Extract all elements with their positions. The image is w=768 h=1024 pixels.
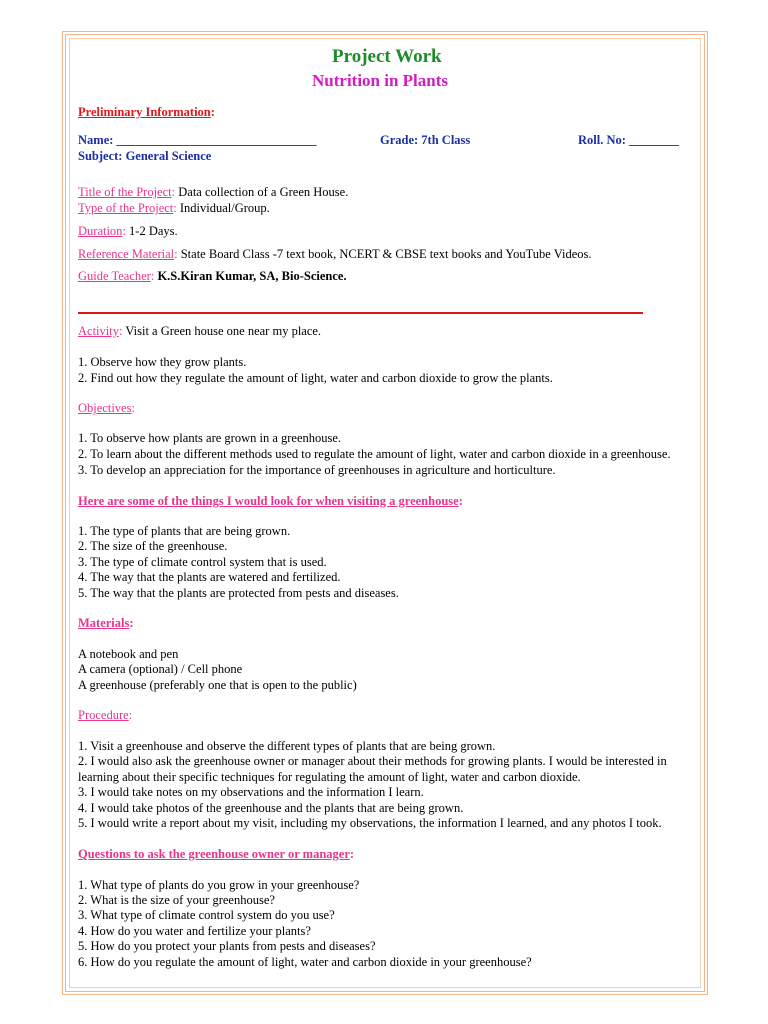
list-item: 5. How do you protect your plants from pests and diseases? — [78, 939, 376, 953]
page-title: Project Work — [332, 46, 442, 67]
duration-line: Duration: 1-2 Days. — [78, 224, 178, 238]
list-item: 4. How do you water and fertilize your plants? — [78, 924, 311, 938]
list-item: 5. I would write a report about my visit, including my observations, the information I learned, and any photos I took. — [78, 816, 662, 830]
guide-teacher-line: Guide Teacher: K.S.Kiran Kumar, SA, Bio-Science. — [78, 269, 347, 283]
list-item: 1. To observe how plants are grown in a greenhouse. — [78, 431, 342, 445]
list-item: 1. What type of plants do you grow in your greenhouse? — [78, 878, 360, 892]
materials-heading: Materials: — [78, 616, 134, 630]
list-item: 2. Find out how they regulate the amount of light, water and carbon dioxide to grow the plants. — [78, 371, 553, 385]
project-type-line: Type of the Project: Individual/Group. — [78, 201, 270, 215]
list-item: 3. What type of climate control system do you use? — [78, 908, 335, 922]
list-item: 4. The way that the plants are watered and fertilized. — [78, 570, 341, 584]
document-page — [62, 31, 708, 995]
list-item: A camera (optional) / Cell phone — [78, 662, 243, 676]
grade-field: Grade: 7th Class — [380, 133, 471, 147]
list-item: 3. To develop an appreciation for the importance of greenhouses in agriculture and horticulture. — [78, 463, 556, 477]
list-item: 4. I would take photos of the greenhouse and the plants that are being grown. — [78, 801, 464, 815]
list-item: 1. Visit a greenhouse and observe the different types of plants that are being grown. — [78, 739, 496, 753]
list-item: learning about their specific techniques for regulating the amount of light, water and carbon dioxide. — [78, 770, 581, 784]
list-item: 2. I would also ask the greenhouse owner or manager about their methods for growing plants. I would be interested in — [78, 754, 667, 768]
project-title-line: Title of the Project: Data collection of a Green House. — [78, 185, 349, 199]
preliminary-heading: Preliminary Information: — [78, 105, 215, 119]
roll-field: Roll. No: ________ — [578, 133, 680, 147]
list-item: 1. Observe how they grow plants. — [78, 355, 247, 369]
questions-heading: Questions to ask the greenhouse owner or manager: — [78, 847, 355, 861]
list-item: 2. What is the size of your greenhouse? — [78, 893, 275, 907]
lookfor-heading: Here are some of the things I would look for when visiting a greenhouse: — [78, 494, 463, 508]
list-item: 2. The size of the greenhouse. — [78, 539, 228, 553]
objectives-heading: Objectives: — [78, 401, 135, 415]
list-item: 3. I would take notes on my observations and the information I learn. — [78, 785, 424, 799]
list-item: 6. How do you regulate the amount of light, water and carbon dioxide in your greenhouse? — [78, 955, 532, 969]
name-field: Name: ________________________________ — [78, 133, 317, 147]
list-item: A notebook and pen — [78, 647, 179, 661]
subject-field: Subject: General Science — [78, 149, 212, 163]
procedure-heading: Procedure: — [78, 708, 133, 722]
reference-line: Reference Material: State Board Class -7 text book, NCERT & CBSE text books and YouTube Videos. — [78, 247, 592, 261]
section-divider — [78, 312, 643, 314]
list-item: A greenhouse (preferably one that is open to the public) — [78, 678, 357, 692]
list-item: 2. To learn about the different methods used to regulate the amount of light, water and carbon dioxide in a greenhouse. — [78, 447, 671, 461]
list-item: 3. The type of climate control system that is used. — [78, 555, 327, 569]
list-item: 1. The type of plants that are being grown. — [78, 524, 291, 538]
page-subtitle: Nutrition in Plants — [312, 71, 449, 90]
list-item: 5. The way that the plants are protected from pests and diseases. — [78, 586, 399, 600]
activity-line: Activity: Visit a Green house one near my place. — [78, 324, 322, 338]
